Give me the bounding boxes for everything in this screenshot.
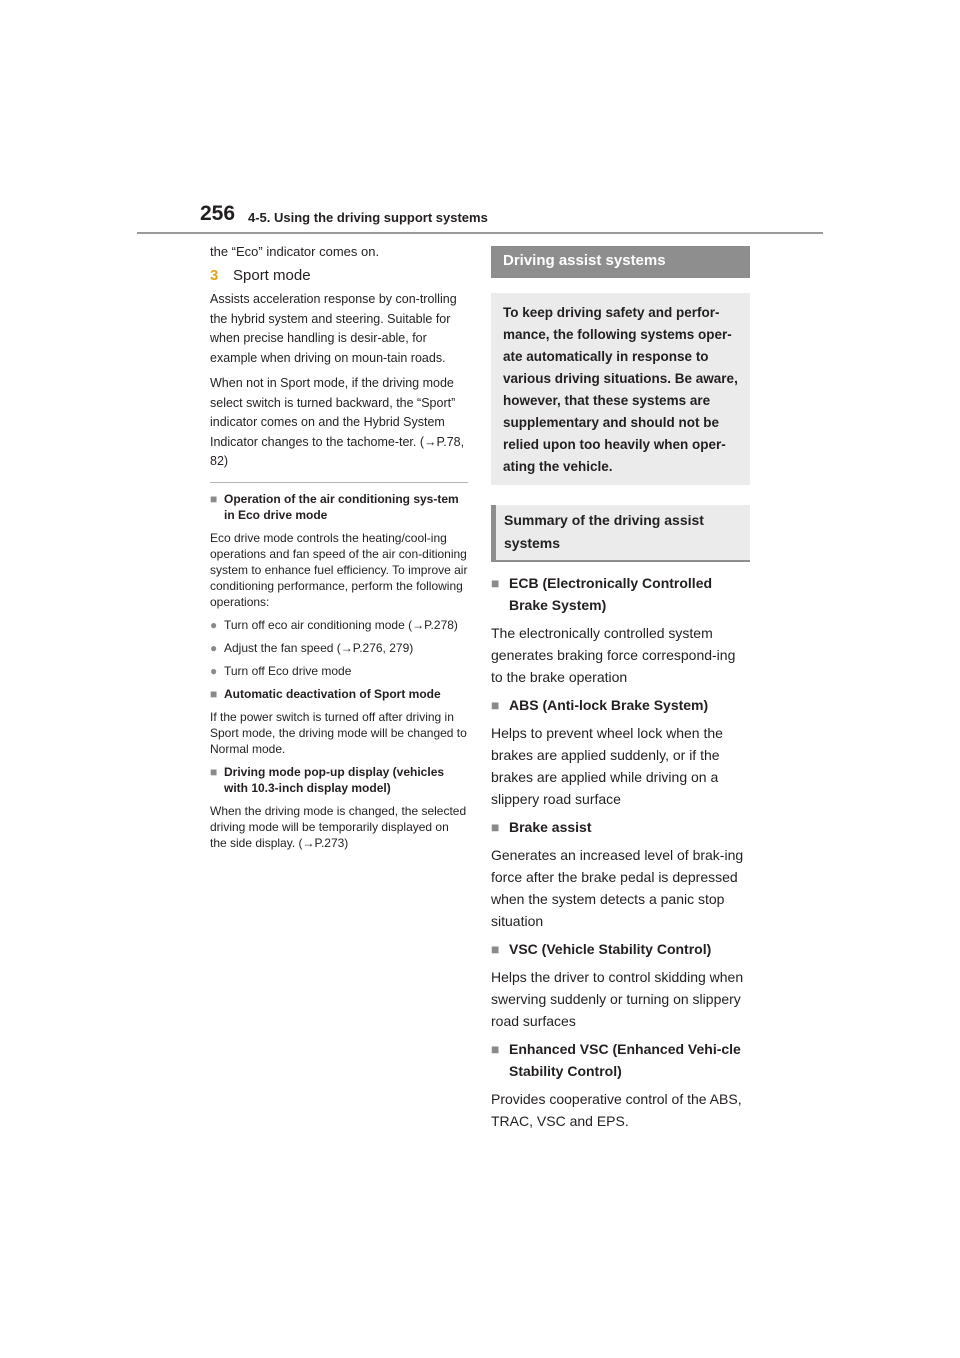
section-banner: Driving assist systems — [491, 246, 750, 278]
page-number: 256 — [200, 202, 236, 225]
system-title — [491, 694, 750, 716]
square-bullet-icon: ■ — [491, 941, 500, 957]
round-bullet-icon: ● — [210, 663, 218, 678]
system-title-text: ABS (Anti-lock Brake System) — [509, 697, 709, 713]
system-title — [491, 1038, 750, 1082]
note-title: Automatic deactivation of Sport mode — [224, 686, 441, 701]
sport-mode-indicator-note: When not in Sport mode, if the driving mode select switch is turned backward, the “Sport” indicator comes on and the Hybrid System Indicator changes to the tachome-ter. (→P.78, 82) — [210, 376, 465, 468]
square-bullet-icon: ■ — [491, 697, 500, 713]
square-bullet-icon: ■ — [491, 819, 500, 835]
round-bullet-icon: ● — [210, 617, 218, 632]
system-description: Helps to prevent wheel lock when the brakes are applied suddenly, or if the brakes are applied while driving on a slippery road surface — [491, 725, 723, 807]
step-label: Sport mode — [233, 267, 311, 284]
list-item-text: Adjust the fan speed (→P.276, 279) — [224, 640, 414, 655]
system-title — [491, 572, 750, 616]
list-item — [210, 640, 468, 656]
left-column — [210, 242, 468, 858]
round-bullet-icon: ● — [210, 640, 218, 655]
system-description: Provides cooperative control of the ABS, TRAC, VSC and EPS. — [491, 1091, 742, 1129]
list-item-text: Turn off Eco drive mode — [224, 663, 352, 678]
system-list — [491, 572, 750, 1132]
note-heading — [210, 764, 468, 796]
system-title-text: ECB (Electronically Controlled Brake System) — [509, 575, 713, 613]
list-item — [210, 617, 468, 633]
system-title-text: Brake assist — [509, 819, 592, 835]
note-title: Driving mode pop-up display (vehicles with 10.3-inch display model) — [224, 764, 445, 795]
system-description: Generates an increased level of brak-ing force after the brake pedal is depressed when the system detects a panic stop situation — [491, 847, 744, 929]
list-item-text: Turn off eco air conditioning mode (→P.278) — [224, 617, 458, 632]
square-bullet-icon: ■ — [210, 764, 218, 779]
square-bullet-icon: ■ — [210, 491, 218, 506]
system-title — [491, 938, 750, 960]
note-heading — [210, 686, 468, 702]
intro-box: To keep driving safety and perfor-mance, the following systems oper-ate automatically in response to various driving situations. Be aware, however, that these systems are supplementary and should not be relied upon too heavily when oper-ating the vehicle. — [491, 293, 750, 485]
square-bullet-icon: ■ — [491, 575, 500, 591]
right-column — [491, 246, 750, 1138]
left-rule — [210, 482, 468, 483]
system-description: Helps the driver to control skidding when swerving suddenly or turning on slippery road surfaces — [491, 969, 744, 1029]
square-bullet-icon: ■ — [491, 1041, 500, 1057]
step-sport-mode — [210, 267, 468, 284]
square-bullet-icon: ■ — [210, 686, 218, 701]
note-text: When the driving mode is changed, the selected driving mode will be temporarily displayed on the side display. (→P.273) — [210, 803, 467, 850]
sport-mode-description: Assists acceleration response by con-trolling the hybrid system and steering. Suitable for when precise handling is desir-able, for example when driving on moun-tain roads. — [210, 292, 457, 365]
step-number: 3 — [210, 267, 219, 284]
summary-heading: Summary of the driving assist systems — [491, 505, 750, 562]
system-description: The electronically controlled system generates braking force correspond-ing to the brake operation — [491, 625, 736, 685]
system-title-text: VSC (Vehicle Stability Control) — [509, 941, 712, 957]
header-rule — [137, 232, 823, 234]
system-title — [491, 816, 750, 838]
note-heading — [210, 491, 468, 523]
list-item — [210, 663, 468, 679]
note-text: Eco drive mode controls the heating/cool-ing operations and fan speed of the air con-ditioning system to enhance fuel efficiency. To improve air conditioning performance, perform the following operations: — [210, 530, 468, 609]
section-title: 4-5. Using the driving support systems — [248, 210, 488, 225]
note-title: Operation of the air conditioning sys-tem in Eco drive mode — [224, 491, 459, 522]
system-title-text: Enhanced VSC (Enhanced Vehi-cle Stability Control) — [509, 1041, 741, 1079]
intro-text: the “Eco” indicator comes on. — [210, 244, 380, 259]
note-text: If the power switch is turned off after driving in Sport mode, the driving mode will be changed to Normal mode. — [210, 709, 467, 756]
